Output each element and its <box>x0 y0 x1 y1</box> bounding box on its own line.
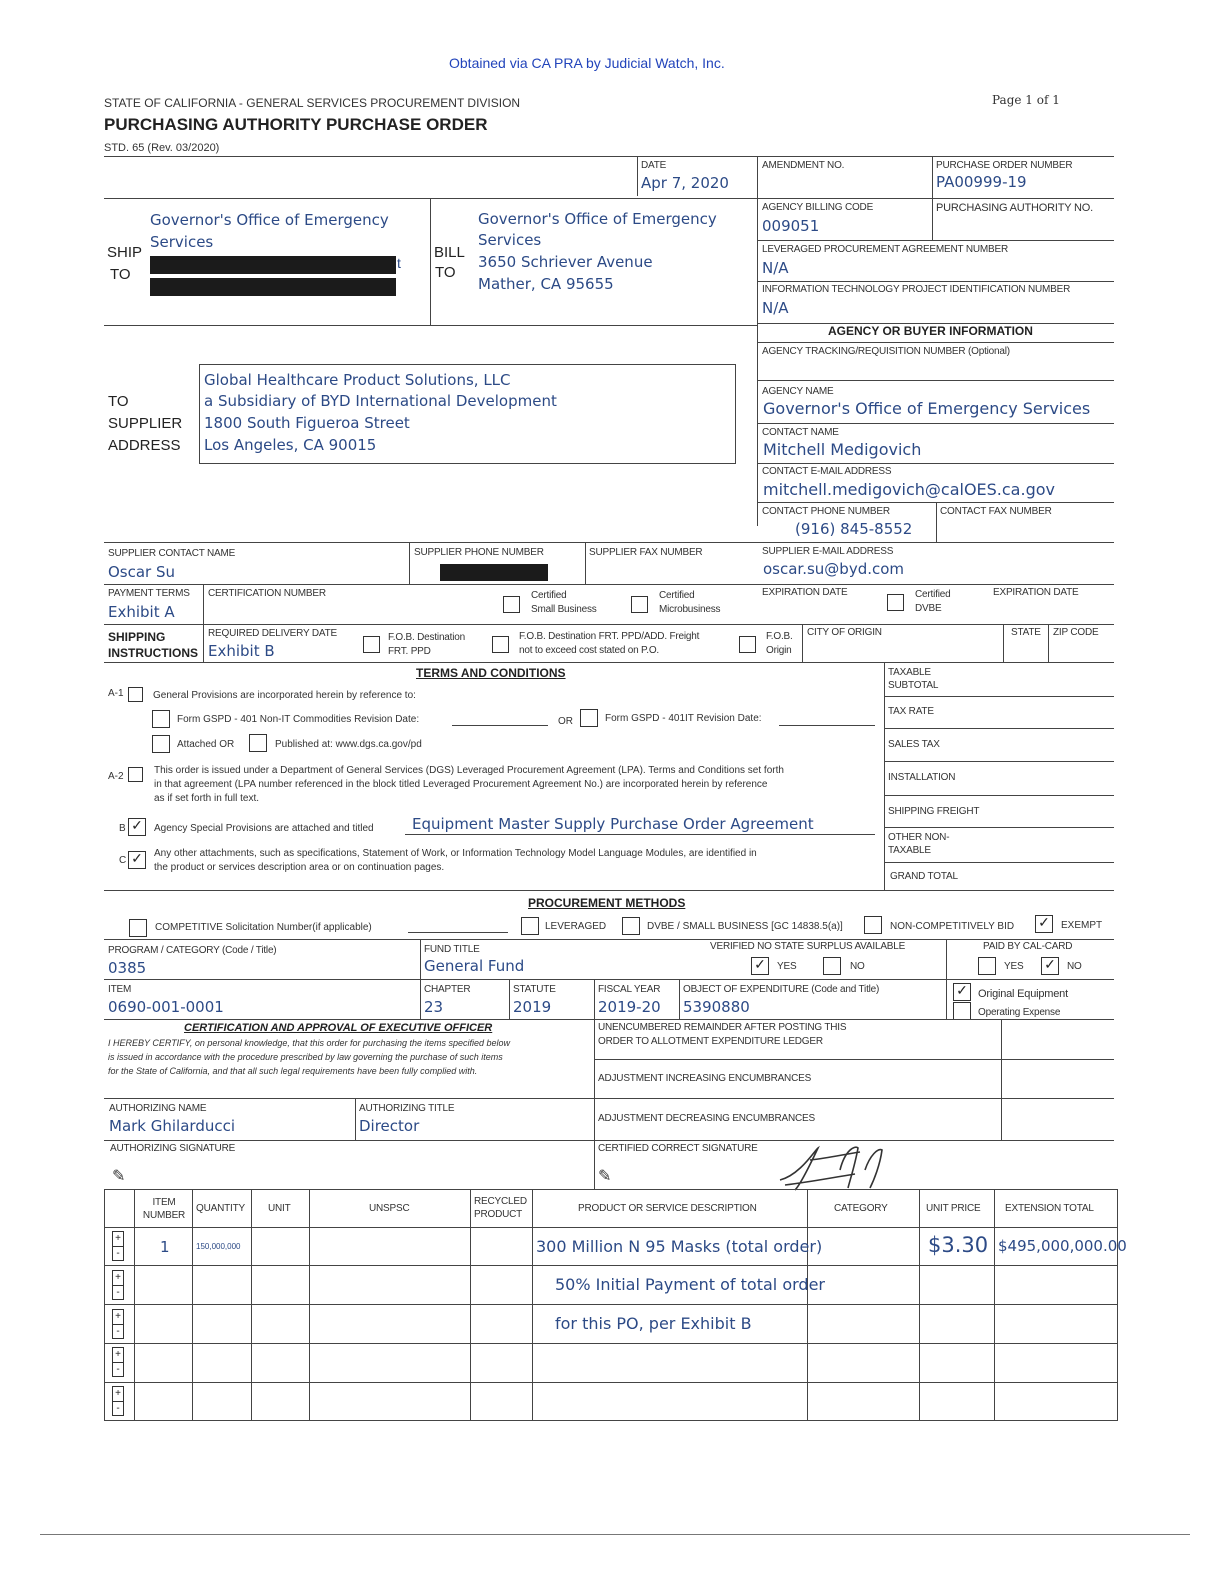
bill-label: BILL <box>434 244 465 261</box>
contact-phone-value: (916) 845-8552 <box>795 520 913 538</box>
supplier-fax-label: SUPPLIER FAX NUMBER <box>589 547 703 558</box>
form-nonit-checkbox[interactable] <box>152 710 170 728</box>
dvbe-checkbox[interactable] <box>887 594 904 611</box>
state-label: STATE <box>1011 627 1041 638</box>
published-label: Published at: www.dgs.ca.gov/pd <box>275 739 422 750</box>
fob-destination-label-1: F.O.B. Destination <box>388 632 465 643</box>
lpa-label: LEVERAGED PROCUREMENT AGREEMENT NUMBER <box>762 244 1008 255</box>
page-title: PURCHASING AUTHORITY PURCHASE ORDER <box>104 115 488 134</box>
date-label: DATE <box>641 160 667 171</box>
noncompetitive-label: NON-COMPETITIVELY BID <box>890 921 1015 932</box>
contact-phone-label: CONTACT PHONE NUMBER <box>762 506 890 517</box>
billing-code-label: AGENCY BILLING CODE <box>762 202 874 213</box>
lpa-value: N/A <box>762 259 789 277</box>
other-nontaxable-label-2: TAXABLE <box>888 845 931 856</box>
billing-code-value: 009051 <box>762 217 820 235</box>
row-1-expand-button[interactable]: + - <box>112 1231 124 1261</box>
competitive-label: COMPETITIVE Solicitation Number(if applicable) <box>155 922 372 933</box>
installation-label: INSTALLATION <box>888 772 956 783</box>
fiscal-year-label: FISCAL YEAR <box>598 984 661 995</box>
po-number-value: PA00999-19 <box>936 173 1027 191</box>
leveraged-checkbox[interactable] <box>521 917 539 935</box>
terms-heading: TERMS AND CONDITIONS <box>416 666 566 680</box>
certification-number-label: CERTIFICATION NUMBER <box>208 588 326 599</box>
handwritten-signature <box>770 1140 920 1195</box>
a1-checkbox[interactable] <box>128 687 143 702</box>
row-2-description: 50% Initial Payment of total order <box>555 1275 825 1294</box>
fob-destination-checkbox[interactable] <box>363 636 380 653</box>
noncompetitive-checkbox[interactable] <box>864 916 882 934</box>
col-header-unit-price: UNIT PRICE <box>926 1203 981 1214</box>
item-value: 0690-001-0001 <box>108 998 224 1016</box>
tax-rate-label: TAX RATE <box>888 706 934 717</box>
pen-icon-2: ✎ <box>598 1168 612 1185</box>
unencumbered-label-1: UNENCUMBERED REMAINDER AFTER POSTING THIS <box>598 1022 847 1033</box>
col-header-recycled: RECYCLED PRODUCT <box>474 1196 527 1220</box>
fob-origin-label-1: F.O.B. <box>766 631 793 642</box>
date-value: Apr 7, 2020 <box>641 174 729 192</box>
grand-total-label: GRAND TOTAL <box>890 871 958 882</box>
amendment-label: AMENDMENT NO. <box>762 160 845 171</box>
surplus-yes-label: YES <box>777 961 797 972</box>
fund-title-value: General Fund <box>424 957 525 975</box>
surplus-no-label: NO <box>850 961 865 972</box>
supplier-email-value: oscar.su@byd.com <box>763 560 905 578</box>
supplier-line4: Los Angeles, CA 90015 <box>204 436 377 454</box>
form-it-checkbox[interactable] <box>580 709 598 727</box>
shipping-label-1: SHIPPING <box>108 630 166 644</box>
city-of-origin-label: CITY OF ORIGIN <box>807 627 882 638</box>
required-delivery-value: Exhibit B <box>208 642 275 660</box>
or-label: OR <box>558 716 573 727</box>
chapter-value: 23 <box>424 998 444 1016</box>
c-label: C <box>119 855 127 866</box>
c-text-1: Any other attachments, such as specifications, Statement of Work, or Information Technology Model Language Modules, are identified in <box>154 848 757 859</box>
row-1-description: 300 Million N 95 Masks (total order) <box>536 1237 823 1256</box>
ship-to-redaction-2 <box>150 278 396 296</box>
chapter-label: CHAPTER <box>424 984 471 995</box>
taxable-label-2: SUBTOTAL <box>888 680 939 691</box>
itpid-value: N/A <box>762 299 789 317</box>
supplier-contact-value: Oscar Su <box>108 563 176 581</box>
b-value: Equipment Master Supply Purchase Order Agreement <box>412 815 814 833</box>
c-text-2: the product or services description area or on continuation pages. <box>154 862 445 873</box>
col-header-extension: EXTENSION TOTAL <box>1005 1203 1094 1214</box>
bill-to-line3: 3650 Schriever Avenue <box>478 253 653 271</box>
certified-signature-label: CERTIFIED CORRECT SIGNATURE <box>598 1143 758 1154</box>
row-5-expand-button[interactable]: + - <box>112 1386 124 1416</box>
original-equipment-checkbox[interactable]: ✓ <box>953 983 971 1001</box>
adjustment-increasing-label: ADJUSTMENT INCREASING ENCUMBRANCES <box>598 1073 812 1084</box>
agency-name-value: Governor's Office of Emergency Services <box>763 399 1091 418</box>
page-number: Page 1 of 1 <box>992 93 1060 107</box>
supplier-email-label: SUPPLIER E-MAIL ADDRESS <box>762 546 894 557</box>
ship-to-redaction-1 <box>150 256 396 274</box>
form-number: STD. 65 (Rev. 03/2020) <box>104 142 220 154</box>
payment-terms-label: PAYMENT TERMS <box>108 588 190 599</box>
col-header-unit: UNIT <box>268 1203 291 1214</box>
dvbe-label-1: Certified <box>915 589 951 600</box>
ship-label: SHIP <box>107 244 143 261</box>
fob-origin-label-2: Origin <box>766 645 792 656</box>
ship-to-label: TO <box>110 266 131 283</box>
calcard-no-label: NO <box>1067 961 1082 972</box>
supplier-line1: Global Healthcare Product Solutions, LLC <box>204 371 511 389</box>
fob-destination-freight-checkbox[interactable] <box>492 636 509 653</box>
b-label: B <box>119 823 126 834</box>
certification-text-1: I HEREBY CERTIFY, on personal knowledge, that this order for purchasing the items specified below <box>108 1038 511 1048</box>
attached-label: Attached OR <box>177 739 235 750</box>
statute-value: 2019 <box>513 998 552 1016</box>
microbusiness-label-1: Certified <box>659 590 695 601</box>
adjustment-decreasing-label: ADJUSTMENT DECREASING ENCUMBRANCES <box>598 1113 815 1124</box>
shipping-freight-label: SHIPPING FREIGHT <box>888 806 980 817</box>
item-label: ITEM <box>108 984 132 995</box>
calcard-label: PAID BY CAL-CARD <box>983 941 1073 952</box>
small-business-label-1: Certified <box>531 590 567 601</box>
bill-to-label: TO <box>435 264 456 281</box>
required-delivery-label: REQUIRED DELIVERY DATE <box>208 628 337 639</box>
fund-title-label: FUND TITLE <box>424 944 480 955</box>
b-checkbox[interactable]: ✓ <box>128 818 146 836</box>
authorizing-name-label: AUTHORIZING NAME <box>109 1103 207 1114</box>
dvbe-sb-label: DVBE / SMALL BUSINESS [GC 14838.5(a)] <box>647 921 843 932</box>
a2-text-1: This order is issued under a Department of General Services (DGS) Leveraged Procurement Agreement (LPA). Terms and Conditions set forth <box>154 765 784 776</box>
operating-expense-checkbox[interactable] <box>953 1002 971 1020</box>
col-header-unspsc: UNSPSC <box>369 1203 410 1214</box>
microbusiness-checkbox[interactable] <box>631 596 648 613</box>
bill-to-line4: Mather, CA 95655 <box>478 275 614 293</box>
supplier-phone-redaction <box>440 564 548 581</box>
surplus-no-checkbox[interactable] <box>823 957 841 975</box>
form-nonit-label: Form GSPD - 401 Non-IT Commodities Revision Date: <box>177 714 420 725</box>
supplier-contact-label: SUPPLIER CONTACT NAME <box>108 548 236 559</box>
contact-fax-label: CONTACT FAX NUMBER <box>940 506 1052 517</box>
b-text: Agency Special Provisions are attached and titled <box>154 823 374 834</box>
operating-expense-label: Operating Expense <box>978 1007 1061 1018</box>
supplier-line2: a Subsidiary of BYD International Development <box>204 392 557 410</box>
redact-fragment: t <box>397 255 401 271</box>
surplus-label: VERIFIED NO STATE SURPLUS AVAILABLE <box>710 941 906 952</box>
certification-heading: CERTIFICATION AND APPROVAL OF EXECUTIVE OFFICER <box>184 1022 493 1034</box>
a1-text: General Provisions are incorporated herein by reference to: <box>153 690 416 701</box>
calcard-yes-label: YES <box>1004 961 1024 972</box>
leveraged-label: LEVERAGED <box>545 921 607 932</box>
supplier-address-label: ADDRESS <box>108 437 181 454</box>
form-it-label: Form GSPD - 401IT Revision Date: <box>605 713 762 724</box>
authorizing-name-value: Mark Ghilarducci <box>109 1117 236 1135</box>
a2-label: A-2 <box>108 771 124 782</box>
supplier-line3: 1800 South Figueroa Street <box>204 414 410 432</box>
contact-name-value: Mitchell Medigovich <box>763 440 922 459</box>
row-1-quantity: 150,000,000 <box>196 1242 241 1251</box>
row-3-description: for this PO, per Exhibit B <box>555 1314 752 1333</box>
a2-text-3: as if set forth in full text. <box>154 793 260 804</box>
agency-info-heading: AGENCY OR BUYER INFORMATION <box>828 324 1033 338</box>
a2-checkbox[interactable] <box>128 767 143 782</box>
fob-destination-freight-label-2: not to exceed cost stated on P.O. <box>519 645 659 656</box>
row-4-expand-button[interactable]: + - <box>112 1347 124 1377</box>
payment-terms-value: Exhibit A <box>108 603 175 621</box>
row-3-expand-button[interactable]: + - <box>112 1309 124 1339</box>
other-nontaxable-label-1: OTHER NON- <box>888 832 950 843</box>
microbusiness-label-2: Microbusiness <box>659 604 721 615</box>
certification-text-3: for the State of California, and that all such legal requirements have been fully complied with. <box>108 1066 478 1076</box>
fob-destination-label-2: FRT. PPD <box>388 646 431 657</box>
bill-to-line1: Governor's Office of Emergency <box>478 210 717 228</box>
sales-tax-label: SALES TAX <box>888 739 940 750</box>
contact-email-label: CONTACT E-MAIL ADDRESS <box>762 466 892 477</box>
expiration-date-label-2: EXPIRATION DATE <box>993 587 1079 598</box>
obtained-note: Obtained via CA PRA by Judicial Watch, Inc. <box>449 55 725 71</box>
row-1-unit-price: $3.30 <box>928 1233 989 1257</box>
exempt-checkbox[interactable]: ✓ <box>1035 915 1053 933</box>
col-header-item: ITEM NUMBER <box>142 1197 186 1221</box>
shipping-label-2: INSTRUCTIONS <box>108 646 198 660</box>
contact-name-label: CONTACT NAME <box>762 427 839 438</box>
calcard-no-checkbox[interactable]: ✓ <box>1041 957 1059 975</box>
taxable-label-1: TAXABLE <box>888 667 931 678</box>
program-label: PROGRAM / CATEGORY (Code / Title) <box>108 945 277 956</box>
authorizing-signature-label: AUTHORIZING SIGNATURE <box>110 1143 236 1154</box>
fob-destination-freight-label-1: F.O.B. Destination FRT. PPD/ADD. Freight <box>519 631 700 642</box>
pa-number-label: PURCHASING AUTHORITY NO. <box>936 202 1093 214</box>
fiscal-year-value: 2019-20 <box>598 998 661 1016</box>
tracking-label: AGENCY TRACKING/REQUISITION NUMBER (Optional) <box>762 346 1010 357</box>
authorizing-title-label: AUTHORIZING TITLE <box>359 1103 455 1114</box>
procurement-heading: PROCUREMENT METHODS <box>528 896 686 910</box>
competitive-checkbox[interactable] <box>129 919 147 937</box>
small-business-checkbox[interactable] <box>503 596 520 613</box>
supplier-label: SUPPLIER <box>108 415 183 432</box>
zip-code-label: ZIP CODE <box>1053 627 1099 638</box>
bill-to-line2: Services <box>478 231 542 249</box>
contact-email-value: mitchell.medigovich@calOES.ca.gov <box>763 480 1055 499</box>
po-number-label: PURCHASE ORDER NUMBER <box>936 160 1073 171</box>
object-value: 5390880 <box>683 998 750 1016</box>
ship-to-line2: Services <box>150 233 214 251</box>
statute-label: STATUTE <box>513 984 556 995</box>
row-1-item-number: 1 <box>160 1238 170 1256</box>
ship-to-line1: Governor's Office of Emergency <box>150 211 389 229</box>
dvbe-sb-checkbox[interactable] <box>622 917 640 935</box>
surplus-yes-checkbox[interactable]: ✓ <box>751 957 769 975</box>
published-checkbox[interactable] <box>249 734 267 752</box>
supplier-to-label: TO <box>108 393 129 410</box>
pen-icon: ✎ <box>112 1168 126 1185</box>
exempt-label: EXEMPT <box>1061 920 1103 931</box>
program-value: 0385 <box>108 959 147 977</box>
unencumbered-label-2: ORDER TO ALLOTMENT EXPENDITURE LEDGER <box>598 1036 823 1047</box>
original-equipment-label: Original Equipment <box>978 988 1068 1000</box>
c-checkbox[interactable]: ✓ <box>128 851 146 869</box>
fob-origin-checkbox[interactable] <box>739 636 756 653</box>
agency-name-label: AGENCY NAME <box>762 386 834 397</box>
a2-text-2: in that agreement (LPA number referenced in the block titled Leveraged Procurement Agreement No.) are incorporated herein by reference <box>154 779 768 790</box>
form-agency: STATE OF CALIFORNIA - GENERAL SERVICES PROCUREMENT DIVISION <box>104 96 521 110</box>
supplier-phone-label: SUPPLIER PHONE NUMBER <box>414 547 544 558</box>
certification-text-2: is issued in accordance with the procedure prescribed by law governing the purchase of such items <box>108 1052 503 1062</box>
authorizing-title-value: Director <box>359 1117 420 1135</box>
object-label: OBJECT OF EXPENDITURE (Code and Title) <box>683 984 880 995</box>
col-header-description: PRODUCT OR SERVICE DESCRIPTION <box>578 1203 757 1214</box>
calcard-yes-checkbox[interactable] <box>978 957 996 975</box>
col-header-category: CATEGORY <box>834 1203 888 1214</box>
col-header-quantity: QUANTITY <box>196 1203 245 1214</box>
small-business-label-2: Small Business <box>531 604 597 615</box>
a1-label: A-1 <box>108 688 124 699</box>
expiration-date-label: EXPIRATION DATE <box>762 587 848 598</box>
row-1-extension: $495,000,000.00 <box>998 1237 1127 1255</box>
row-2-expand-button[interactable]: + - <box>112 1270 124 1300</box>
attached-checkbox[interactable] <box>152 735 170 753</box>
dvbe-label-2: DVBE <box>915 603 942 614</box>
itpid-label: INFORMATION TECHNOLOGY PROJECT IDENTIFICATION NUMBER <box>762 284 1071 295</box>
